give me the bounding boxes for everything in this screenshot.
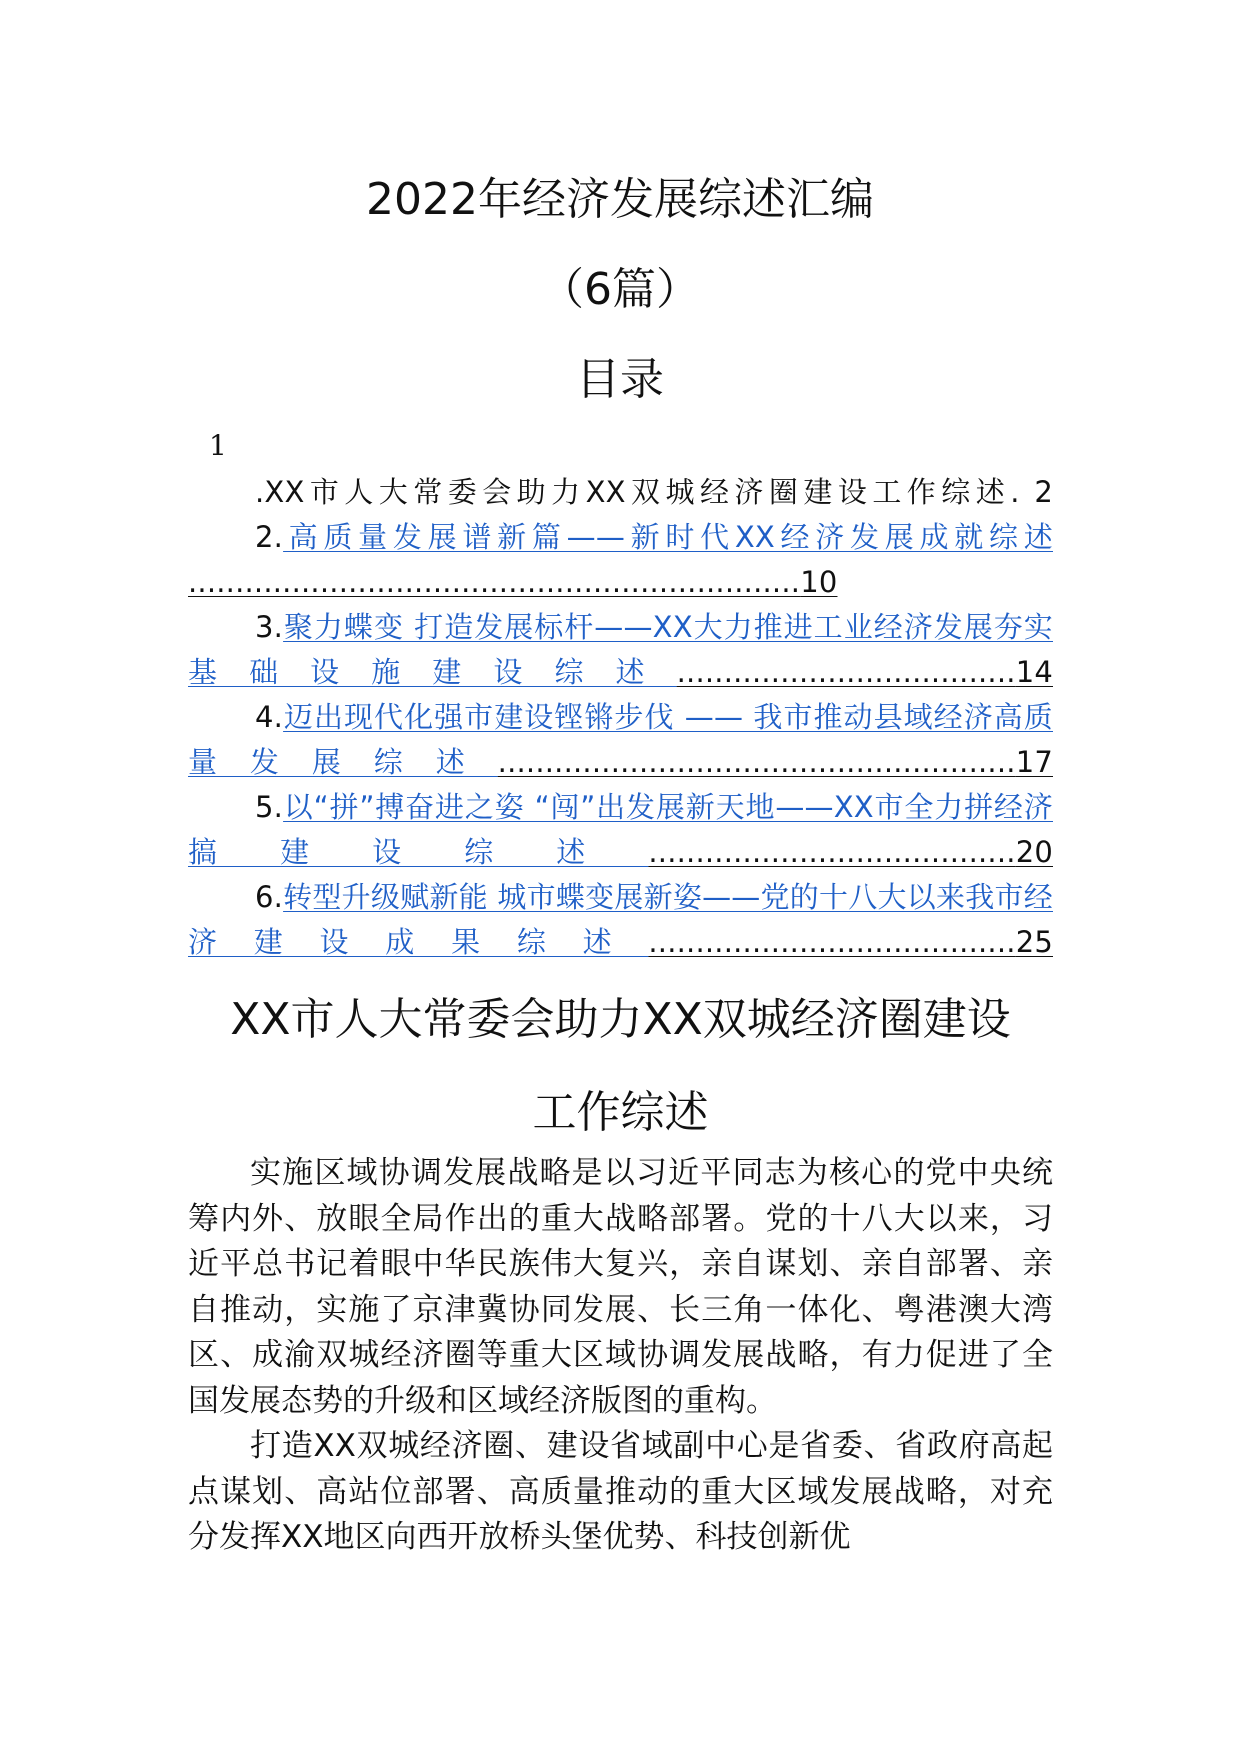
toc-entry-number: 6. bbox=[255, 880, 284, 914]
toc-entry-page: 2 bbox=[1034, 475, 1053, 509]
document-count: （6篇） bbox=[540, 264, 700, 315]
toc-entry-1[interactable]: .XX市人大常委会助力XX双城经济圈建设工作综述. 2 bbox=[255, 475, 1053, 509]
toc-heading: 目录 bbox=[576, 354, 664, 405]
document-title: 2022年经济发展综述汇编 bbox=[366, 174, 874, 225]
toc-entry-2[interactable]: 2.高质量发展谱新篇——新时代XX经济发展成就综述 .................................................................10 bbox=[188, 520, 1053, 599]
toc-entry-5[interactable]: 5.以“拼”搏奋进之姿 “闯”出发展新天地——XX市全力拼经济搞建设综述.......................................20 bbox=[188, 790, 1053, 869]
toc-entry-page: 20 bbox=[1015, 835, 1053, 869]
article-title-line-1: XX市人大常委会助力XX双城经济圈建设 bbox=[230, 994, 1011, 1045]
article-body bbox=[188, 1151, 1053, 1561]
toc-entry-title[interactable]: XX市人大常委会助力XX双城经济圈建设工作综述 bbox=[264, 475, 1011, 509]
article-title-line-2: 工作综述 bbox=[532, 1087, 709, 1138]
toc-entry-page: 14 bbox=[1015, 655, 1053, 689]
toc-entry-page: 25 bbox=[1015, 925, 1053, 959]
toc-entry-link[interactable]: 聚力蝶变 打造发展标杆——XX大力推进工业经济发展夯实基础设施建设综述 bbox=[188, 610, 1053, 689]
toc-entry-number: 3. bbox=[255, 610, 284, 644]
toc-entry-number: 5. bbox=[255, 790, 284, 824]
toc-entry-page: 17 bbox=[1015, 745, 1053, 779]
table-of-contents bbox=[188, 470, 1053, 965]
body-paragraph-2: 打造XX双城经济圈、建设省域副中心是省委、省政府高起点谋划、高站位部署、高质量推动的重大区域发展战略，对充分发挥XX地区向西开放桥头堡优势、科技创新优 bbox=[188, 1428, 1053, 1555]
body-paragraph-1: 实施区域协调发展战略是以习近平同志为核心的党中央统筹内外、放眼全局作出的重大战略部署。党的十八大以来，习近平总书记着眼中华民族伟大复兴，亲自谋划、亲自部署、亲自推动，实施了京津冀协同发展、长三角一体化、粤港澳大湾区、成渝双城经济圈等重大区域协调发展战略，有力促进了全国发展态势的升级和区域经济版图的重构。 bbox=[188, 1155, 1053, 1419]
toc-entry-link[interactable]: 转型升级赋新能 城市蝶变展新姿——党的十八大以来我市经济建设成果综述 bbox=[188, 880, 1053, 959]
toc-entry-3[interactable]: 3.聚力蝶变 打造发展标杆——XX大力推进工业经济发展夯实基础设施建设综述....................................14 bbox=[188, 610, 1053, 689]
toc-entry-link[interactable]: 高质量发展谱新篇——新时代XX经济发展成就综述 bbox=[283, 520, 1053, 554]
toc-entry-6[interactable]: 6.转型升级赋新能 城市蝶变展新姿——党的十八大以来我市经济建设成果综述.......................................25 bbox=[188, 880, 1053, 959]
toc-entry-link[interactable]: 迈出现代化强市建设铿锵步伐 —— 我市推动县域经济高质量发展综述 bbox=[188, 700, 1053, 779]
toc-entry-page: 10 bbox=[800, 565, 838, 599]
toc-entry-number: . bbox=[255, 475, 265, 509]
toc-entry-number: 4. bbox=[255, 700, 284, 734]
toc-entry-link[interactable]: 以“拼”搏奋进之姿 “闯”出发展新天地——XX市全力拼经济搞建设综述 bbox=[188, 790, 1053, 869]
toc-entry-4[interactable]: 4.迈出现代化强市建设铿锵步伐 —— 我市推动县域经济高质量发展综述.......................................................17 bbox=[188, 700, 1053, 779]
toc-marker: 1 bbox=[209, 429, 227, 462]
toc-entry-number: 2. bbox=[255, 520, 284, 554]
